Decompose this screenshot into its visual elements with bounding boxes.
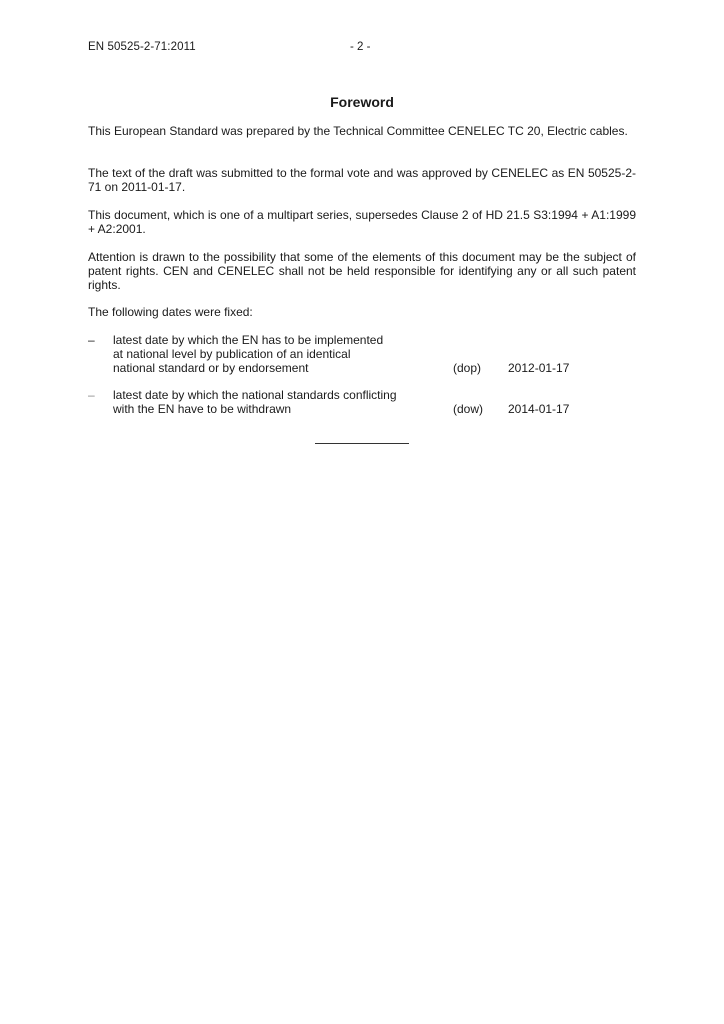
date-value: 2014-01-17 — [508, 402, 570, 416]
date-abbreviation: (dow) — [453, 402, 484, 416]
paragraph-supersedes: This document, which is one of a multipart series, supersedes Clause 2 of HD 21.5 S3:1994 + A1:1999 + A2:2001. — [88, 208, 636, 236]
list-dash: – — [88, 333, 95, 347]
document-reference: EN 50525-2-71:2011 — [88, 41, 196, 53]
date-value: 2012-01-17 — [508, 361, 570, 375]
date-item-dop — [88, 333, 636, 375]
description-line: national standard or by endorsement — [113, 361, 309, 375]
description-line: at national level by publication of an identical — [113, 347, 351, 361]
page-number: - 2 - — [350, 41, 371, 53]
dates-list — [88, 333, 636, 416]
date-item-dow — [88, 388, 636, 416]
date-description — [113, 333, 443, 375]
date-description — [113, 388, 443, 416]
description-line: latest date by which the national standards conflicting — [113, 388, 397, 402]
paragraph-approval: The text of the draft was submitted to the formal vote and was approved by CENELEC as EN 50525-2-71 on 2011-01-17. — [88, 166, 636, 194]
title-text: Foreword — [330, 94, 394, 110]
paragraph-patent-rights: Attention is drawn to the possibility that some of the elements of this document may be the subject of patent rights. CEN and CENELEC shall not be held responsible for identifying any or all such patent rights. — [88, 250, 636, 292]
end-rule — [315, 443, 409, 444]
paragraph-dates-intro: The following dates were fixed: — [88, 305, 253, 319]
description-line: latest date by which the EN has to be implemented — [113, 333, 384, 347]
paragraph-prepared-by: This European Standard was prepared by the Technical Committee CENELEC TC 20, Electric cables. — [88, 124, 628, 138]
description-line: with the EN have to be withdrawn — [113, 402, 292, 416]
date-abbreviation: (dop) — [453, 361, 482, 375]
list-dash: – — [88, 388, 95, 402]
section-title — [0, 94, 724, 110]
